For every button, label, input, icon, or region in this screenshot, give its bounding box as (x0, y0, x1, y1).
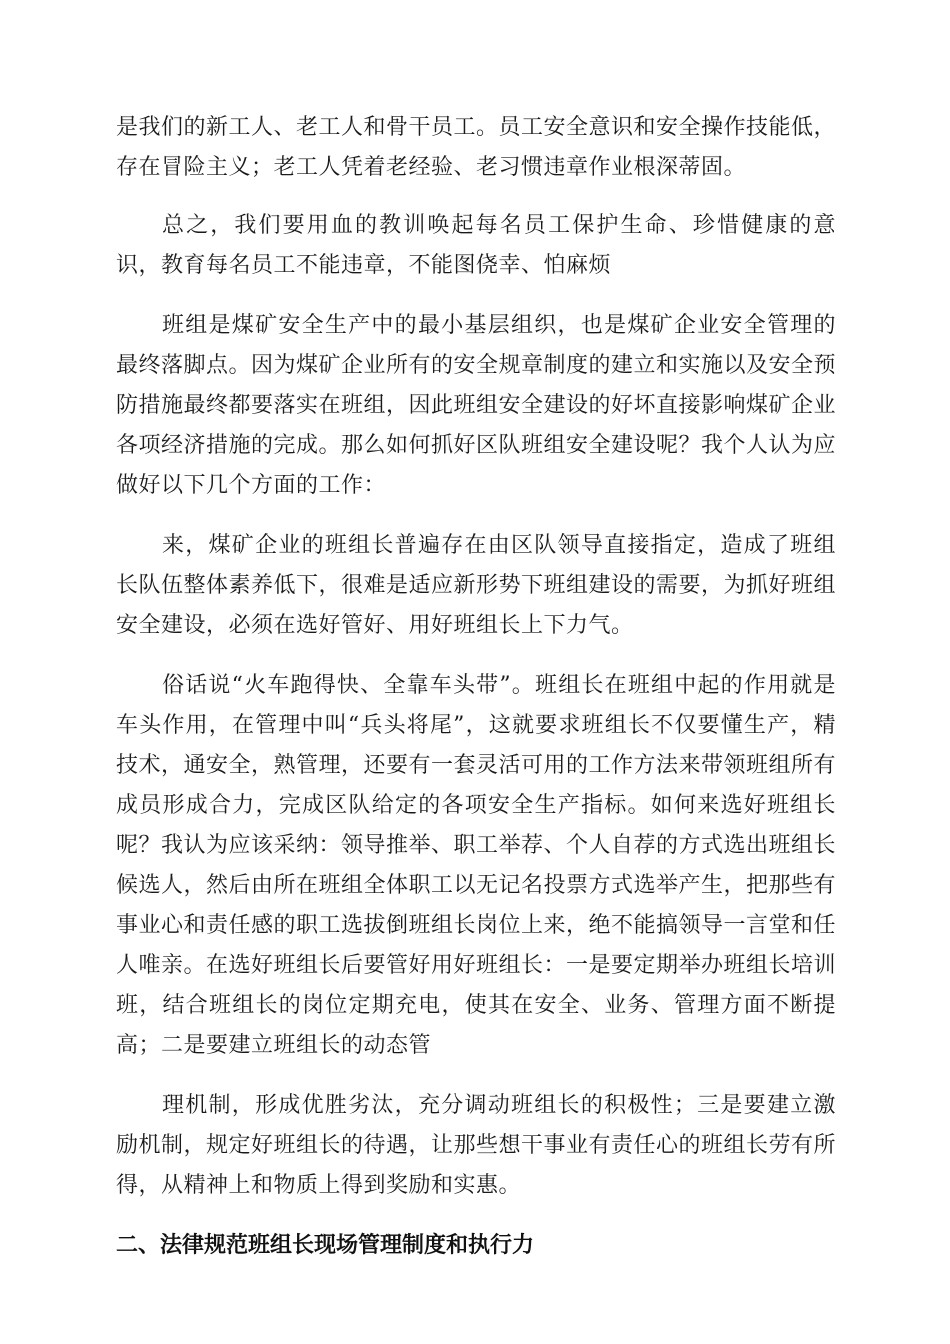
paragraph-incentive-mechanism: 理机制，形成优胜劣汰，充分调动班组长的积极性；三是要建立激励机制，规定好班组长的待遇，让那些想干事业有责任心的班组长劳有所得，从精神上和物质上得到奖励和实惠。 (116, 1093, 837, 1198)
paragraph-team-intro: 班组是煤矿安全生产中的最小基层组织，也是煤矿企业安全管理的最终落脚点。因为煤矿企业所有的安全规章制度的建立和实施以及安全预防措施最终都要落实在班组，因此班组安全建设的好坏直接影响煤矿企业各项经济措施的完成。那么如何抓好区队班组安全建设呢？我个人认为应做好以下几个方面的工作： (116, 313, 837, 498)
section-heading: 二、法律规范班组长现场管理制度和执行力 (116, 1233, 535, 1258)
paragraph-train-analogy: 俗话说“火车跑得快、全靠车头带”。班组长在班组中起的作用就是车头作用，在管理中叫“兵头将尾”，这就要求班组长不仅要懂生产，精技术，通安全，熟管理，还要有一套灵活可用的工作方法来带领班组所有成员形成合力，完成区队给定的各项安全生产指标。如何来选好班组长呢？我认为应该采纳：领导推举、职工举荐、个人自荐的方式选出班组长候选人，然后由所在班组全体职工以无记名投票方式选举产生，把那些有事业心和责任感的职工选拔倒班组长岗位上来，绝不能搞领导一言堂和任人唯亲。在选好班组长后要管好用好班组长：一是要定期举办班组长培训班，结合班组长的岗位定期充电，使其在安全、业务、管理方面不断提高；二是要建立班组长的动态管 (116, 673, 837, 1058)
document-body (116, 108, 836, 1266)
paragraph-summary: 总之，我们要用血的教训唤起每名员工保护生命、珍惜健康的意识，教育每名员工不能违章，不能图侥幸、怕麻烦 (116, 213, 836, 278)
paragraph-team-leader-selection: 来，煤矿企业的班组长普遍存在由区队领导直接指定，造成了班组长队伍整体素养低下，很难是适应新形势下班组建设的需要，为抓好班组安全建设，必须在选好管好、用好班组长上下力气。 (116, 533, 837, 638)
paragraph-continuation: 是我们的新工人、老工人和骨干员工。员工安全意识和安全操作技能低，存在冒险主义；老工人凭着老经验、老习惯违章作业根深蒂固。 (116, 115, 837, 180)
